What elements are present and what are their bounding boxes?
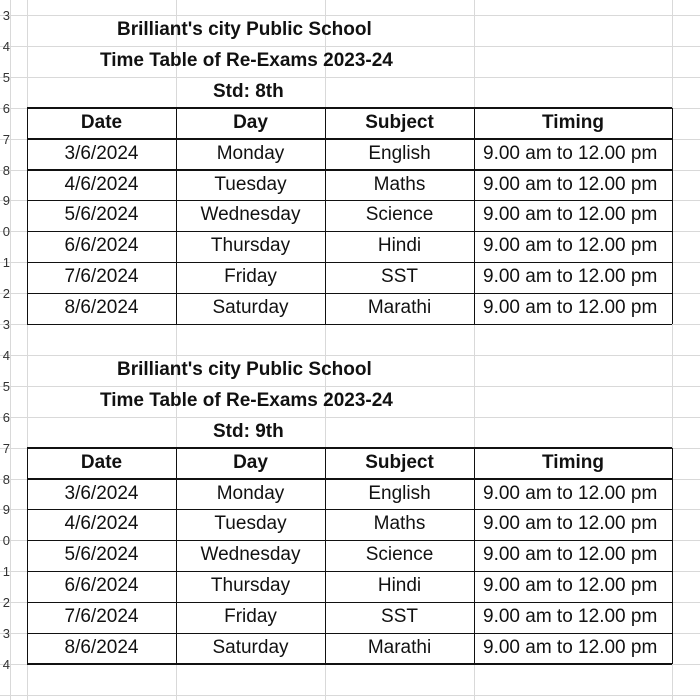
row-number[interactable]: 2 [2, 286, 10, 302]
subject-cell[interactable]: Hindi [377, 575, 422, 597]
table-border-horizontal [27, 107, 672, 109]
table-border-horizontal [27, 262, 672, 264]
column-header-subject[interactable]: Subject [365, 111, 434, 133]
column-header-date[interactable]: Date [80, 451, 123, 473]
day-cell[interactable]: Saturday [212, 297, 289, 319]
date-cell[interactable]: 7/6/2024 [64, 266, 139, 288]
table-border-horizontal [27, 509, 672, 511]
day-cell[interactable]: Wednesday [200, 204, 301, 226]
row-number[interactable]: 4 [2, 38, 10, 54]
table-border-vertical [474, 108, 476, 324]
school-name: Brilliant's city Public School [117, 19, 372, 40]
day-cell[interactable]: Friday [224, 606, 277, 628]
table-border-vertical [176, 108, 178, 324]
row-number[interactable]: 7 [2, 131, 10, 147]
date-cell[interactable]: 5/6/2024 [64, 204, 139, 226]
row-number[interactable]: 3 [2, 317, 10, 332]
grid-row-line [0, 695, 700, 696]
timing-cell[interactable]: 9.00 am to 12.00 pm [483, 575, 658, 597]
row-number[interactable]: 0 [2, 533, 10, 549]
row-number[interactable]: 5 [2, 69, 10, 85]
row-number[interactable]: 6 [2, 100, 10, 116]
table-border-horizontal [27, 602, 672, 604]
subject-cell[interactable]: Marathi [367, 637, 432, 658]
subject-cell[interactable]: Science [365, 544, 434, 566]
row-number[interactable]: 6 [2, 409, 10, 425]
date-cell[interactable]: 8/6/2024 [64, 297, 139, 319]
day-cell[interactable]: Thursday [210, 235, 291, 257]
timing-cell[interactable]: 9.00 am to 12.00 pm [483, 482, 658, 504]
table-border-horizontal [27, 540, 672, 542]
date-cell[interactable]: 3/6/2024 [64, 482, 139, 504]
table-border-horizontal [27, 169, 672, 171]
table-border-horizontal [27, 663, 672, 665]
timing-cell[interactable]: 9.00 am to 12.00 pm [483, 235, 658, 257]
row-number[interactable]: 4 [2, 656, 10, 672]
table-border-vertical [176, 448, 178, 664]
table-border-horizontal [27, 478, 672, 480]
timing-cell[interactable]: 9.00 am to 12.00 pm [483, 266, 658, 288]
subject-cell[interactable]: Maths [373, 513, 426, 535]
date-cell[interactable]: 8/6/2024 [64, 637, 139, 658]
grid-row-line [0, 77, 700, 78]
timetable-title: Time Table of Re-Exams 2023-24 [100, 49, 393, 71]
table-border-vertical [474, 448, 476, 664]
day-cell[interactable]: Monday [216, 142, 285, 164]
table-border-horizontal [27, 138, 672, 140]
date-cell[interactable]: 5/6/2024 [64, 544, 139, 566]
column-header-day[interactable]: Day [233, 111, 268, 133]
table-border-vertical [325, 448, 327, 664]
timetable-title: Time Table of Re-Exams 2023-24 [100, 389, 393, 411]
row-number[interactable]: 8 [2, 162, 10, 178]
table-border-vertical [672, 448, 674, 664]
timing-cell[interactable]: 9.00 am to 12.00 pm [483, 544, 658, 566]
subject-cell[interactable]: Hindi [377, 235, 422, 257]
timing-cell[interactable]: 9.00 am to 12.00 pm [483, 173, 658, 195]
table-border-vertical [27, 448, 29, 664]
date-cell[interactable]: 6/6/2024 [64, 575, 139, 597]
row-number[interactable]: 1 [2, 255, 10, 271]
table-border-horizontal [27, 200, 672, 202]
column-header-date[interactable]: Date [80, 111, 123, 133]
table-border-horizontal [27, 231, 672, 233]
timing-cell[interactable]: 9.00 am to 12.00 pm [483, 637, 658, 658]
subject-cell[interactable]: SST [381, 266, 418, 288]
subject-cell[interactable]: Maths [373, 173, 426, 195]
subject-cell[interactable]: Science [365, 204, 434, 226]
row-number[interactable]: 4 [2, 347, 10, 363]
subject-cell[interactable]: English [368, 482, 431, 504]
table-border-horizontal [27, 447, 672, 449]
table-border-horizontal [27, 633, 672, 635]
day-cell[interactable]: Wednesday [200, 544, 301, 566]
grid-column-line [10, 0, 11, 700]
day-cell[interactable]: Friday [224, 266, 277, 288]
row-number[interactable]: 5 [2, 378, 10, 394]
table-border-vertical [672, 108, 674, 324]
day-cell[interactable]: Tuesday [214, 513, 287, 535]
standard-label: Std: 9th [213, 420, 284, 442]
column-header-timing[interactable]: Timing [542, 111, 604, 133]
grid-row-line [0, 417, 700, 418]
row-number[interactable]: 3 [2, 8, 10, 23]
date-cell[interactable]: 3/6/2024 [64, 142, 139, 164]
row-number[interactable]: 8 [2, 471, 10, 487]
row-number[interactable]: 0 [2, 224, 10, 240]
column-header-timing[interactable]: Timing [542, 451, 604, 473]
column-header-day[interactable]: Day [233, 451, 268, 473]
timing-cell[interactable]: 9.00 am to 12.00 pm [483, 142, 658, 164]
subject-cell[interactable]: Marathi [367, 297, 432, 319]
table-border-horizontal [27, 571, 672, 573]
standard-label: Std: 8th [213, 80, 284, 102]
timing-cell[interactable]: 9.00 am to 12.00 pm [483, 297, 658, 319]
date-cell[interactable]: 4/6/2024 [64, 173, 139, 195]
row-number[interactable]: 3 [2, 626, 10, 641]
table-border-horizontal [27, 324, 672, 326]
timing-cell[interactable]: 9.00 am to 12.00 pm [483, 606, 658, 628]
day-cell[interactable]: Saturday [212, 637, 289, 658]
table-border-horizontal [27, 293, 672, 295]
subject-cell[interactable]: English [368, 142, 431, 164]
table-border-vertical [325, 108, 327, 324]
day-cell[interactable]: Monday [216, 482, 285, 504]
timing-cell[interactable]: 9.00 am to 12.00 pm [483, 204, 658, 226]
table-border-vertical [27, 108, 29, 324]
column-header-subject[interactable]: Subject [365, 451, 434, 473]
row-number[interactable]: 2 [2, 595, 10, 611]
subject-cell[interactable]: SST [381, 606, 418, 628]
date-cell[interactable]: 6/6/2024 [64, 235, 139, 257]
day-cell[interactable]: Thursday [210, 575, 291, 597]
row-number[interactable]: 7 [2, 440, 10, 456]
row-number[interactable]: 9 [2, 193, 10, 209]
date-cell[interactable]: 7/6/2024 [64, 606, 139, 628]
date-cell[interactable]: 4/6/2024 [64, 513, 139, 535]
row-number[interactable]: 1 [2, 564, 10, 580]
day-cell[interactable]: Tuesday [214, 173, 287, 195]
timing-cell[interactable]: 9.00 am to 12.00 pm [483, 513, 658, 535]
school-name: Brilliant's city Public School [117, 358, 372, 380]
row-number[interactable]: 9 [2, 502, 10, 518]
